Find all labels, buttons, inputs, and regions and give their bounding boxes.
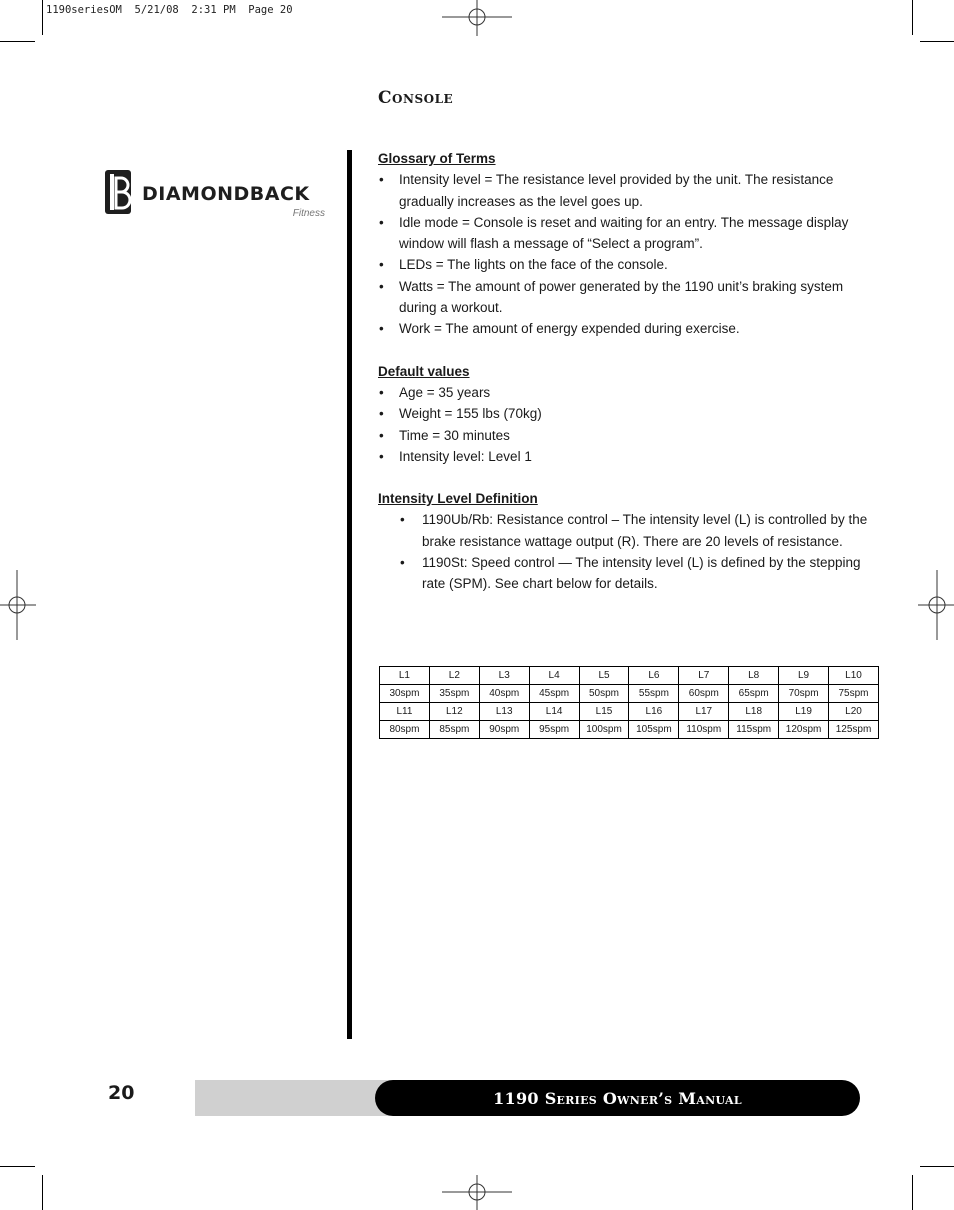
table-cell: L13 — [480, 703, 530, 721]
crop-mark — [920, 41, 954, 42]
table-cell: L19 — [779, 703, 829, 721]
crop-mark — [912, 0, 913, 35]
registration-mark-right — [918, 570, 954, 640]
diamondback-logo — [105, 170, 330, 220]
list-item: • Weight = 155 lbs (70kg) — [378, 403, 868, 424]
defaults-list — [378, 382, 868, 467]
table-cell: 55spm — [629, 685, 679, 703]
table-cell: L7 — [679, 667, 729, 685]
intensity-heading: Intensity Level Definition — [378, 491, 538, 507]
table-cell: 65spm — [729, 685, 779, 703]
table-row — [380, 703, 879, 721]
list-item: • 1190St: Speed control — The intensity level (L) is defined by the stepping rate (SPM). See chart below for details. — [378, 552, 868, 595]
main-content — [378, 148, 868, 595]
table-row — [380, 721, 879, 739]
registration-mark-top — [442, 0, 512, 36]
table-cell: 80spm — [380, 721, 430, 739]
vertical-rule — [347, 150, 352, 1039]
list-item: • LEDs = The lights on the face of the console. — [378, 254, 868, 275]
table-cell: 30spm — [380, 685, 430, 703]
table-cell: 50spm — [580, 685, 630, 703]
table-cell: L8 — [729, 667, 779, 685]
table-cell: L12 — [430, 703, 480, 721]
list-item: • Watts = The amount of power generated by the 1190 unit’s braking system during a workout. — [378, 276, 868, 319]
table-cell: 40spm — [480, 685, 530, 703]
table-cell: L10 — [829, 667, 879, 685]
table-cell: L15 — [580, 703, 630, 721]
table-cell: L17 — [679, 703, 729, 721]
intensity-list — [378, 509, 868, 594]
footer-title-bar — [375, 1080, 860, 1116]
footer-title: 1190 Series Owner’s Manual — [493, 1088, 742, 1108]
crop-mark — [42, 0, 43, 35]
table-cell: L16 — [629, 703, 679, 721]
registration-mark-bottom — [442, 1175, 512, 1210]
table-cell: 105spm — [629, 721, 679, 739]
print-slug: 1190seriesOM 5/21/08 2:31 PM Page 20 — [46, 4, 293, 16]
logo-wordmark: DIAMONDBACK — [142, 183, 310, 205]
list-item: • Time = 30 minutes — [378, 425, 868, 446]
spm-table — [379, 666, 879, 739]
logo-subtitle: Fitness — [292, 208, 325, 219]
table-cell: L14 — [530, 703, 580, 721]
table-cell: 75spm — [829, 685, 879, 703]
table-cell: L9 — [779, 667, 829, 685]
table-cell: L18 — [729, 703, 779, 721]
registration-mark-left — [0, 570, 36, 640]
table-cell: 90spm — [480, 721, 530, 739]
table-cell: 45spm — [530, 685, 580, 703]
list-item: • Intensity level = The resistance level provided by the unit. The resistance gradually increases as the level goes up. — [378, 169, 868, 212]
table-cell: L1 — [380, 667, 430, 685]
table-cell: L3 — [480, 667, 530, 685]
list-item: • 1190Ub/Rb: Resistance control – The intensity level (L) is controlled by the brake resistance wattage output (R). There are 20 levels of resistance. — [378, 509, 868, 552]
table-cell: L20 — [829, 703, 879, 721]
list-item: • Idle mode = Console is reset and waiting for an entry. The message display window will flash a message of “Select a program”. — [378, 212, 868, 255]
list-item: • Intensity level: Level 1 — [378, 446, 868, 467]
diamondback-emblem-icon — [105, 170, 131, 214]
table-cell: 85spm — [430, 721, 480, 739]
table-cell: 110spm — [679, 721, 729, 739]
table-cell: L2 — [430, 667, 480, 685]
table-cell: 125spm — [829, 721, 879, 739]
table-row — [380, 685, 879, 703]
table-cell: L11 — [380, 703, 430, 721]
defaults-heading: Default values — [378, 363, 470, 379]
crop-mark — [0, 1166, 35, 1167]
table-cell: 120spm — [779, 721, 829, 739]
table-cell: 95spm — [530, 721, 580, 739]
table-cell: 100spm — [580, 721, 630, 739]
table-cell: 60spm — [679, 685, 729, 703]
glossary-list — [378, 169, 868, 339]
table-cell: L5 — [580, 667, 630, 685]
page-number: 20 — [108, 1082, 135, 1104]
table-cell: L4 — [530, 667, 580, 685]
list-item: • Age = 35 years — [378, 382, 868, 403]
table-cell: 70spm — [779, 685, 829, 703]
table-cell: L6 — [629, 667, 679, 685]
crop-mark — [912, 1175, 913, 1210]
table-cell: 35spm — [430, 685, 480, 703]
table-row — [380, 667, 879, 685]
list-item: • Work = The amount of energy expended during exercise. — [378, 318, 868, 339]
section-title: Console — [378, 88, 454, 108]
table-cell: 115spm — [729, 721, 779, 739]
crop-mark — [0, 41, 35, 42]
crop-mark — [42, 1175, 43, 1210]
crop-mark — [920, 1166, 954, 1167]
glossary-heading: Glossary of Terms — [378, 151, 496, 166]
